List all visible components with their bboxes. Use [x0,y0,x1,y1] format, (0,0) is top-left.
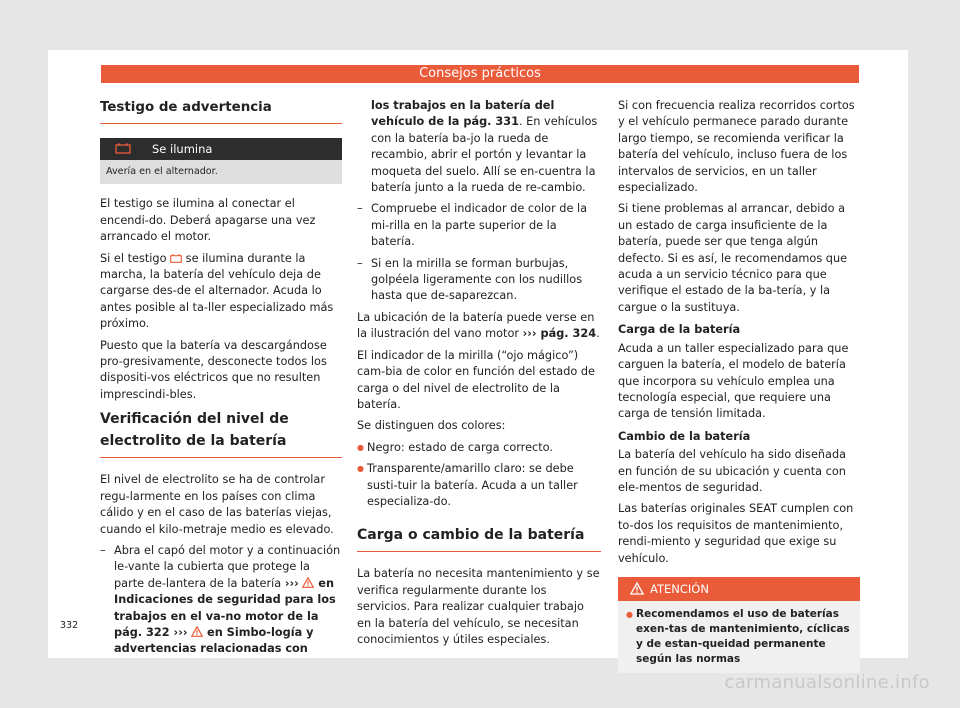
paragraph: La batería del vehículo ha sido diseñada en función de su ubicación y cuenta con ele-mentos de seguridad. [618,448,847,494]
section-header: Consejos prácticos [101,65,859,83]
list-item: – Compruebe el indicador de color de la mi-rilla en la parte superior de la batería. [357,201,601,250]
column-3 [618,98,860,673]
paragraph: Puesto que la batería va descargándose pro-gresivamente, desconecte todos los dispositi-vos eléctricos que no resulten imprescindi-bles. [100,338,327,401]
list-item: ● Transparente/amarillo claro: se debe susti-tuir la batería. Acuda a un taller especializa-do. [357,461,601,510]
battery-icon [170,254,182,263]
paragraph: los trabajos en la batería del vehículo de la pág. 331. En vehículos con la batería ba-jo la rueda de recambio, abrir el portón y levantar la moqueta del suelo. Allí se en-cuentra la batería junto a la rueda de re-cambio. [371,99,598,195]
warning-light-state: Se ilumina [152,142,213,156]
heading-carga-cambio: Carga o cambio de la batería [357,524,601,552]
paragraph: El nivel de electrolito se ha de controlar regu-larmente en los países con clima cálido y en el caso de las baterías viejas, cuando el kilo-metraje medio es elevado. [100,473,334,536]
page-number: 332 [60,620,79,631]
paragraph: Se distinguen dos colores: [357,419,506,433]
paragraph: Las baterías originales SEAT cumplen con to-dos los requisitos de mantenimiento, rendi-miento y seguridad que exige su vehículo. [618,502,854,565]
list-item: – Si en la mirilla se forman burbujas, golpéela ligeramente con los nudillos hasta que de-saparezcan. [357,256,601,305]
heading-verificacion: Verificación del nivel de electrolito de la batería [100,408,342,458]
column-1 [100,98,342,663]
subheading-cambio: Cambio de la batería [618,429,751,443]
paragraph: Acuda a un taller especializado para que carguen la batería, el modelo de batería que incorpora su vehículo emplea una tecnología especial, que requiere una carga de tensión limitada. [618,341,849,421]
caution-text: ● Recomendamos el uso de baterías exen-tas de mantenimiento, cíclicas y de estan-queidad permanente según las normas [618,601,860,673]
column-2 [357,98,601,653]
warning-triangle-icon [191,626,203,637]
paragraph: El indicador de la mirilla (“ojo mágico”) cam-bia de color en función del estado de carga o del nivel de electrolito de la batería. [357,348,596,411]
subheading-carga: Carga de la batería [618,323,741,337]
paragraph: Si tiene problemas al arrancar, debido a un estado de carga insuficiente de la batería, puede ser que tenga algún defecto. Si es así, le recomendamos que acuda a un servicio técnico para que verifique el estado de la ba-tería, y la cargue o la sustituya. [618,202,848,314]
watermark: carmanualsonline.info [724,672,930,693]
warning-triangle-icon [630,582,644,595]
paragraph: Si el testigo se ilumina durante la marcha, la batería del vehículo deja de cargarse des-de el alternador. Acuda lo antes posible al ta-ller especializado más próximo. [100,251,334,331]
caution-title: ATENCIÓN [650,581,709,596]
warning-light-description: Avería en el alternador. [100,160,342,184]
warning-light-box-header [100,138,342,160]
paragraph: La ubicación de la batería puede verse en la ilustración del vano motor ››› pág. 324. [357,310,600,341]
manual-page [48,50,908,665]
paragraph: La batería no necesita mantenimiento y se verifica regularmente durante los servicios. Para realizar cualquier trabajo en la batería del vehículo, se necesitan conocimientos y útiles especiales. [357,567,600,646]
list-item: ● Negro: estado de carga correcto. [357,440,601,456]
battery-icon [115,143,131,154]
caution-header [618,577,860,601]
caution-box [618,577,860,673]
list-item: – Abra el capó del motor y a continuación le-vante la cubierta que protege la parte de-lantera de la batería ››› en Indicaciones de seguridad para los trabajos en el va-no motor de la pág. 322 ››› en Simbo-logía y advertencias relacionadas con [100,543,342,658]
paragraph: El testigo se ilumina al conectar el encendi-do. Deberá apagarse una vez arrancado el motor. [100,197,316,244]
heading-testigo: Testigo de advertencia [100,98,342,124]
paragraph: Si con frecuencia realiza recorridos cortos y el vehículo permanece parado durante largo tiempo, se recomienda verificar la batería del vehículo, incluso fuera de los intervalos de servicios, en un taller especializado. [618,99,855,195]
warning-triangle-icon [302,577,314,588]
